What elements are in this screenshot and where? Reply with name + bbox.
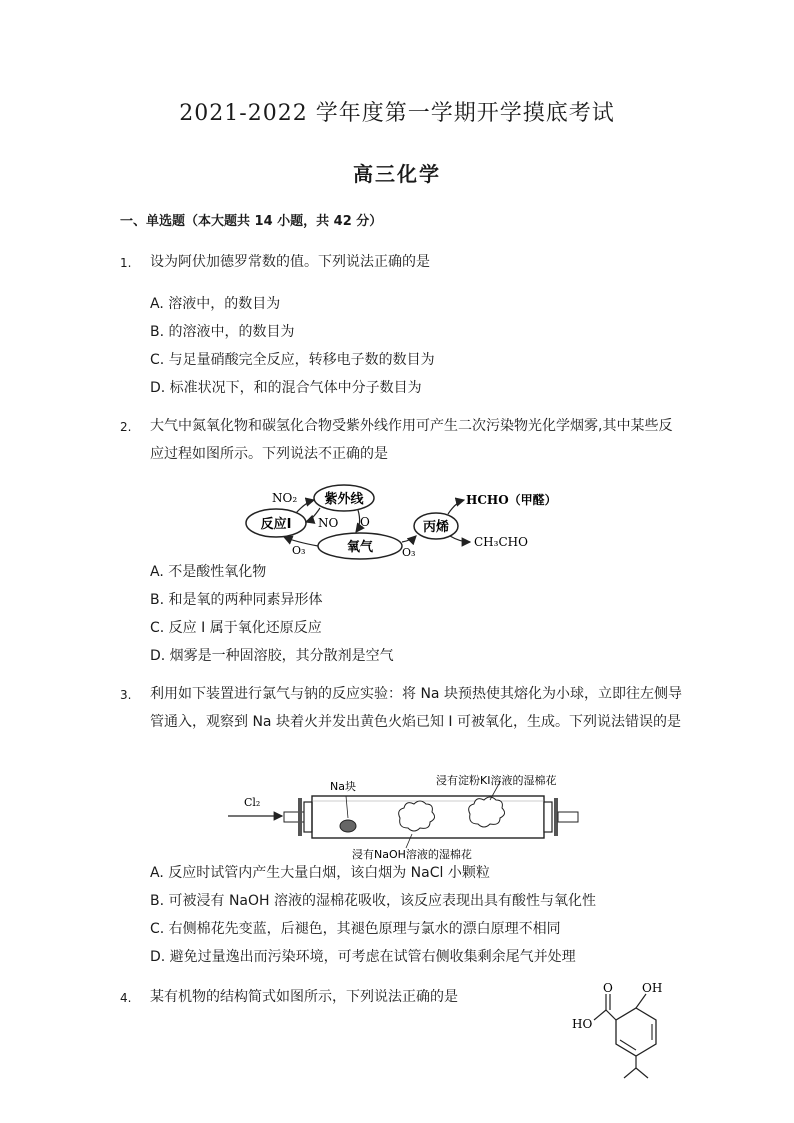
question-3-text-line1: 利用如下装置进行氯气与钠的反应实验：将 Na 块预热使其熔化为小球，立即往左侧导: [150, 686, 682, 702]
question-1-number: 1.: [120, 256, 132, 270]
question-3-option-b: B. 可被浸有 NaOH 溶液的湿棉花吸收，该反应表现出具有酸性与氧化性: [150, 893, 597, 909]
o-label-struct: O: [603, 981, 613, 995]
o3-right-label: O₃: [402, 546, 416, 559]
question-4-number: 4.: [120, 991, 132, 1005]
ki-cotton: [469, 797, 505, 827]
uv-label: 紫外线: [324, 492, 364, 507]
o-label: O: [360, 515, 370, 529]
section-heading: 一、单选题（本大题共 14 小题，共 42 分）: [120, 214, 383, 229]
question-4-text: 某有机物的结构简式如图所示，下列说法正确的是: [150, 989, 458, 1005]
ki-cotton-label: 浸有淀粉KI溶液的湿棉花: [436, 774, 557, 787]
oxygen-label: 氧气: [346, 540, 374, 555]
question-3-option-a: A. 反应时试管内产生大量白烟，该白烟为 NaCl 小颗粒: [150, 865, 490, 881]
exam-title: 2021-2022 学年度第一学期开学摸底考试: [179, 101, 615, 126]
question-3-option-d: D. 避免过量逸出而污染环境，可考虑在试管右侧收集剩余尾气并处理: [150, 949, 576, 965]
question-1-option-a: A. 溶液中，的数目为: [150, 296, 281, 312]
naoh-cotton: [399, 801, 435, 831]
question-2-option-a: A. 不是酸性氧化物: [150, 564, 267, 580]
naoh-cotton-label: 浸有NaOH溶液的湿棉花: [352, 848, 472, 860]
organic-structure-formula: [566, 980, 696, 1085]
oh-top-label: OH: [642, 981, 663, 995]
ch3cho-label: CH₃CHO: [474, 535, 528, 549]
sodium-block: [340, 820, 356, 832]
question-2-option-c: C. 反应 I 属于氧化还原反应: [150, 620, 322, 636]
no2-label: NO₂: [272, 491, 298, 505]
question-1-option-c: C. 与足量硝酸完全反应，转移电子数的数目为: [150, 352, 435, 368]
cl2-label: Cl₂: [244, 796, 261, 809]
question-3-number: 3.: [120, 688, 132, 702]
hcho-label: HCHO（甲醛）: [466, 493, 557, 507]
question-3-text-line2: 管通入，观察到 Na 块着火并发出黄色火焰已知 I 可被氧化，生成。下列说法错误的是: [150, 714, 681, 730]
chlorine-sodium-apparatus: [224, 768, 584, 860]
question-1-option-d: D. 标准状况下，和的混合气体中分子数目为: [150, 380, 422, 396]
question-2-text-line1: 大气中氮氧化物和碳氢化合物受紫外线作用可产生二次污染物光化学烟雾,其中某些反: [150, 418, 673, 434]
propene-label: 丙烯: [422, 520, 450, 535]
question-2-option-b: B. 和是氧的两种同素异形体: [150, 592, 323, 608]
question-2-number: 2.: [120, 420, 132, 434]
question-3-option-c: C. 右侧棉花先变蓝，后褪色，其褪色原理与氯水的漂白原理不相同: [150, 921, 561, 937]
na-label: Na块: [330, 780, 356, 793]
exam-subtitle: 高三化学: [353, 162, 441, 186]
question-1-text: 设为阿伏加德罗常数的值。下列说法正确的是: [150, 254, 430, 270]
question-2-text-line2: 应过程如图所示。下列说法不正确的是: [150, 446, 388, 462]
ho-left-label: HO: [572, 1017, 593, 1031]
o3-left-label: O₃: [292, 544, 306, 557]
photochemical-smog-diagram: [236, 480, 566, 560]
no-label: NO: [318, 516, 339, 530]
question-2-option-d: D. 烟雾是一种固溶胶，其分散剂是空气: [150, 648, 394, 664]
question-1-option-b: B. 的溶液中，的数目为: [150, 324, 295, 340]
reaction1-label: 反应I: [260, 517, 292, 532]
